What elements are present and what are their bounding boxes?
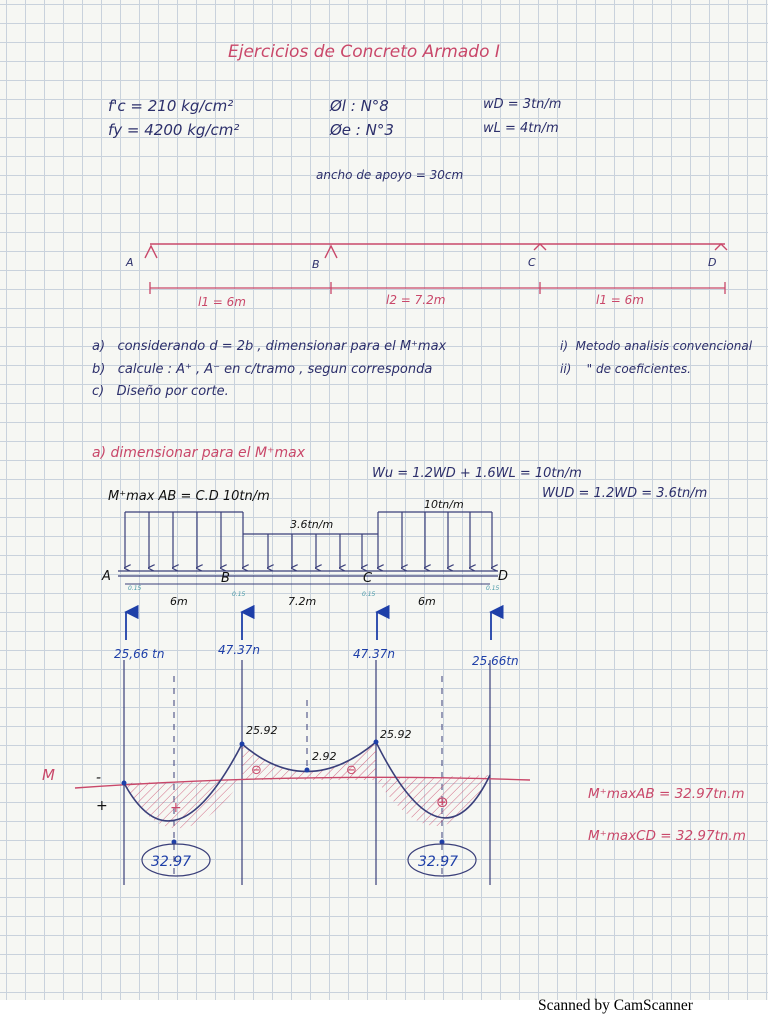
question-a-letter: a) (92, 339, 106, 354)
question-c (92, 384, 229, 399)
result-cd (588, 828, 746, 844)
span-bc-sign-right: ⊖ (346, 763, 357, 778)
moment-diagram (0, 660, 768, 900)
method-2-text: " de coeficientes. (586, 362, 691, 376)
moment-mid-value: 2.92 (312, 750, 337, 763)
load-diagram (0, 480, 560, 680)
reaction-c: 47.37n (353, 647, 395, 661)
diagram-support-b: B (221, 571, 230, 586)
span-cd-sign: ⊕ (436, 793, 449, 811)
result-ab (588, 786, 745, 802)
reaction-d: 25.66tn (472, 654, 519, 668)
question-b-letter: b) (92, 362, 106, 377)
method-1 (560, 339, 752, 353)
diagram-support-d: D (498, 569, 509, 584)
support-b-mark (325, 246, 337, 258)
steel-yield: fy = 4200 kg/cm² (108, 121, 240, 139)
diagram-span-2: 7.2m (288, 595, 317, 608)
method-1-letter: i) (560, 339, 569, 353)
page-title: Ejercicios de Concreto Armado I (228, 42, 500, 62)
question-b (92, 362, 432, 377)
question-c-letter: c) (92, 384, 105, 399)
question-c-text: Diseño por corte. (116, 384, 229, 399)
method-2-letter: ii) (560, 362, 572, 376)
long-bar-diameter: Øl : N°8 (330, 97, 389, 115)
span-bc-sign-left: ⊖ (251, 763, 262, 778)
support-c-label: C (528, 256, 536, 269)
span-ab-sign: + (170, 800, 182, 816)
moment-c-value: 25.92 (380, 728, 412, 741)
question-a-text: considerando d = 2b , dimensionar para el M⁺max (117, 339, 447, 354)
support-a-width: 0.15 (128, 585, 142, 592)
load-label-ab: M⁺max AB = C.D 10tn/m (108, 489, 270, 504)
support-d-mark (715, 244, 727, 250)
span-1-label: l1 = 6m (198, 295, 246, 309)
support-c-width: 0.15 (362, 591, 376, 598)
scanner-watermark: Scanned by CamScanner (538, 997, 693, 1014)
result-ab-value: 32.97tn.m (674, 786, 745, 802)
span-3-label: l1 = 6m (596, 293, 644, 307)
negative-sign: - (96, 770, 102, 786)
support-b-label: B (312, 258, 320, 271)
load-label-bc: 3.6tn/m (290, 518, 334, 531)
moment-b-value: 25.92 (246, 724, 278, 737)
support-d-label: D (708, 256, 717, 269)
diagram-support-a: A (102, 569, 111, 584)
positive-sign: + (96, 798, 108, 814)
dead-load: wD = 3tn/m (483, 97, 562, 112)
method-2 (560, 362, 691, 376)
reaction-a: 25,66 tn (114, 647, 165, 661)
factored-dead-load: WUD = 1.2WD = 3.6tn/m (542, 486, 708, 501)
support-a-label: A (126, 256, 134, 269)
question-a (92, 339, 446, 354)
support-d-width: 0.15 (486, 585, 500, 592)
result-cd-label: M⁺maxCD = (588, 828, 672, 844)
support-width: ancho de apoyo = 30cm (316, 168, 464, 182)
support-a-mark (145, 246, 157, 258)
stirrup-diameter: Øe : N°3 (330, 121, 394, 139)
diagram-support-c: C (363, 571, 373, 586)
moment-axis-label: M (42, 766, 55, 784)
result-ab-label: M⁺maxAB = (588, 786, 671, 802)
support-b-width: 0.15 (232, 591, 246, 598)
diagram-span-1: 6m (170, 595, 188, 608)
span-2-label: l2 = 7.2m (386, 293, 446, 307)
section-a-heading: a) dimensionar para el M⁺max (92, 445, 305, 461)
question-b-text: calcule : A⁺ , A⁻ en c/tramo , segun corresponda (117, 362, 433, 377)
live-load: wL = 4tn/m (483, 121, 559, 136)
load-label-cd: 10tn/m (424, 498, 464, 511)
diagram-span-3: 6m (418, 595, 436, 608)
beam-sketch (0, 230, 768, 320)
factored-load: Wu = 1.2WD + 1.6WL = 10tn/m (372, 466, 582, 481)
method-1-text: Metodo analisis convencional (575, 339, 753, 353)
concrete-strength: f'c = 210 kg/cm² (108, 97, 234, 115)
max-moment-cd: 32.97 (418, 854, 459, 870)
max-moment-ab: 32.97 (151, 854, 192, 870)
reaction-b: 47.37n (218, 643, 260, 657)
support-c-mark (534, 244, 546, 250)
result-cd-value: 32.97tn.m (675, 828, 746, 844)
